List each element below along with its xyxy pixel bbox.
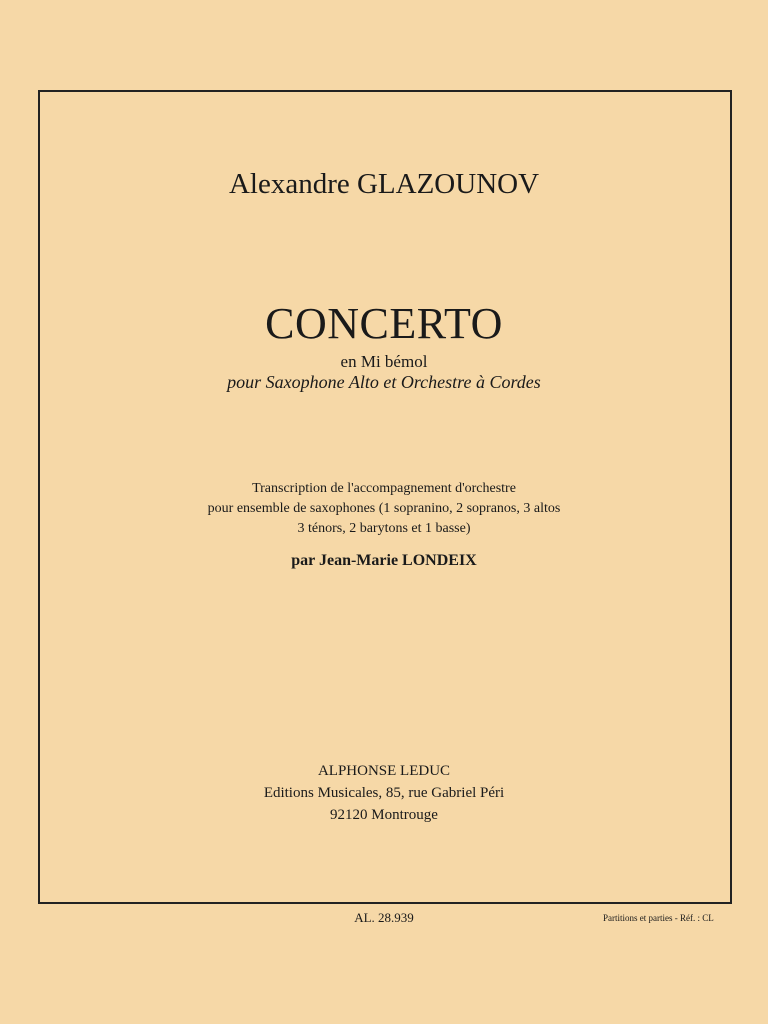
publisher-address-line: Editions Musicales, 85, rue Gabriel Péri <box>263 785 505 801</box>
reference-note: Partitions et parties - Réf. : CL <box>603 913 714 923</box>
arranger-credit: par Jean-Marie LONDEIX <box>291 552 477 569</box>
publisher-name: ALPHONSE LEDUC <box>317 763 451 779</box>
transcription-line: pour ensemble de saxophones (1 sopranino, 2 sopranos, 3 altos <box>207 501 561 516</box>
transcription-line: 3 ténors, 2 barytons et 1 basse) <box>297 521 471 536</box>
publisher-city: 92120 Montrouge <box>330 807 438 823</box>
work-key: en Mi bémol <box>340 352 428 371</box>
catalog-number: AL. 28.939 <box>354 910 414 925</box>
composer-name: Alexandre GLAZOUNOV <box>228 168 540 200</box>
transcription-note <box>0 479 768 539</box>
instrumentation: pour Saxophone Alto et Orchestre à Cordes <box>227 372 541 392</box>
transcription-line: Transcription de l'accompagnement d'orchestre <box>252 481 516 496</box>
work-title: CONCERTO <box>265 299 503 348</box>
publisher-block <box>0 760 768 826</box>
